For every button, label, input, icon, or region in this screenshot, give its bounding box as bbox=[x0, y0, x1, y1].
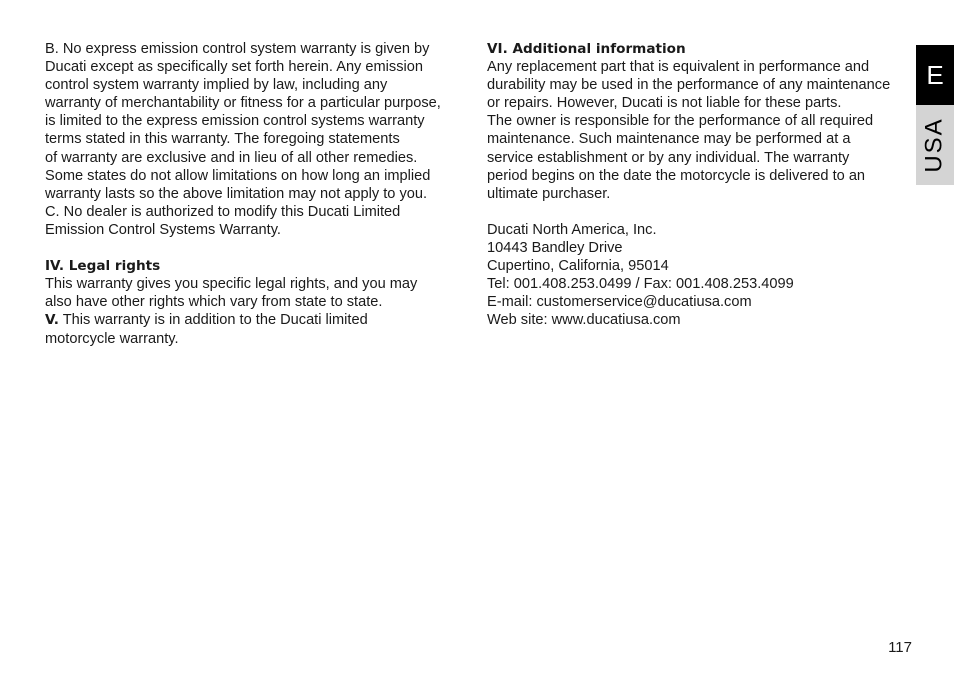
right-column bbox=[487, 40, 912, 330]
company-name: Ducati North America, Inc. bbox=[487, 221, 657, 238]
section-b-line: control system warranty implied by law, including any bbox=[45, 77, 388, 94]
section-iv-line: also have other rights which vary from state to state. bbox=[45, 294, 383, 311]
page-number: 117 bbox=[888, 639, 912, 656]
left-column bbox=[45, 40, 470, 348]
language-tab-label: E bbox=[926, 59, 944, 90]
phone-fax: Tel: 001.408.253.0499 / Fax: 001.408.253.4099 bbox=[487, 276, 794, 293]
section-vi-line: The owner is responsible for the performance of all required bbox=[487, 113, 874, 130]
section-v bbox=[45, 311, 470, 347]
section-b-line: Ducati except as specifically set forth herein. Any emission bbox=[45, 59, 423, 76]
paragraph-spacer bbox=[45, 239, 470, 257]
paragraph-spacer bbox=[487, 203, 912, 221]
language-tab bbox=[916, 45, 954, 105]
section-vi-line: ultimate purchaser. bbox=[487, 185, 611, 202]
section-b-line: warranty of merchantability or fitness for a particular purpose, bbox=[45, 95, 441, 112]
section-b-line: B. No express emission control system warranty is given by bbox=[45, 41, 430, 57]
section-b-line: Some states do not allow limitations on how long an implied bbox=[45, 167, 431, 184]
section-iv-line: This warranty gives you specific legal rights, and you may bbox=[45, 276, 418, 293]
section-b-paragraph bbox=[45, 40, 470, 203]
city-address: Cupertino, California, 95014 bbox=[487, 258, 669, 275]
section-vi-line: durability may be used in the performance of any maintenance bbox=[487, 77, 891, 94]
section-v-label: V. bbox=[45, 312, 59, 329]
section-iv bbox=[45, 257, 470, 311]
contact-block bbox=[487, 221, 912, 330]
section-vi-line: or repairs. However, Ducati is not liable for these parts. bbox=[487, 95, 842, 112]
region-tab-label: USA bbox=[921, 117, 949, 173]
section-v-text: This warranty is in addition to the Ducati limited bbox=[58, 312, 368, 329]
street-address: 10443 Bandley Drive bbox=[487, 240, 623, 257]
email-address: E-mail: customerservice@ducatiusa.com bbox=[487, 294, 752, 311]
section-c-line: Emission Control Systems Warranty. bbox=[45, 221, 281, 238]
section-v-first-line bbox=[45, 311, 470, 329]
section-b-line: of warranty are exclusive and in lieu of all other remedies. bbox=[45, 149, 418, 166]
section-c-paragraph bbox=[45, 203, 470, 239]
section-vi-line: Any replacement part that is equivalent in performance and bbox=[487, 59, 870, 76]
section-vi-heading: VI. Additional information bbox=[487, 41, 686, 57]
section-b-line: warranty lasts so the above limitation may not apply to you. bbox=[45, 185, 428, 202]
website-address: Web site: www.ducatiusa.com bbox=[487, 312, 681, 329]
section-v-line: motorcycle warranty. bbox=[45, 330, 179, 347]
section-c-line: C. No dealer is authorized to modify this Ducati Limited bbox=[45, 203, 401, 220]
section-vi bbox=[487, 40, 912, 203]
section-b-line: is limited to the express emission control systems warranty bbox=[45, 113, 425, 130]
section-vi-line: maintenance. Such maintenance may be performed at a bbox=[487, 131, 851, 148]
section-vi-line: period begins on the date the motorcycle is delivered to an bbox=[487, 167, 866, 184]
region-tab bbox=[916, 105, 954, 185]
section-iv-heading: IV. Legal rights bbox=[45, 258, 161, 275]
section-vi-line: service establishment or by any individual. The warranty bbox=[487, 149, 850, 166]
section-b-line: terms stated in this warranty. The foregoing statements bbox=[45, 131, 400, 148]
